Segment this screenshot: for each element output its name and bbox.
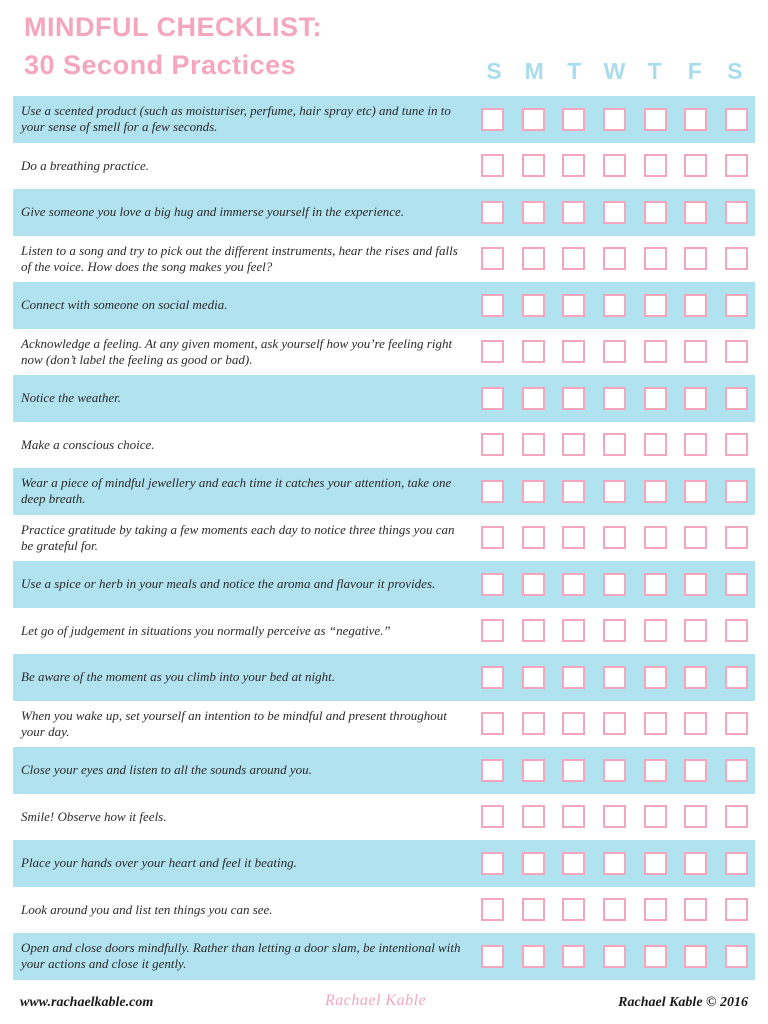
- checkbox-saturday[interactable]: [725, 573, 748, 596]
- checkbox-wednesday[interactable]: [603, 619, 626, 642]
- checkbox-saturday[interactable]: [725, 852, 748, 875]
- checkbox-thursday[interactable]: [644, 666, 667, 689]
- table-row: [13, 933, 755, 980]
- day-checkboxes: [481, 108, 748, 131]
- day-checkboxes: [481, 805, 748, 828]
- practice-text: Do a breathing practice.: [21, 157, 150, 173]
- table-row: [13, 887, 755, 934]
- checkbox-wednesday[interactable]: [603, 154, 626, 177]
- table-row: [13, 840, 755, 887]
- checkbox-tuesday[interactable]: [562, 247, 585, 270]
- checkbox-friday[interactable]: [684, 526, 707, 549]
- checkbox-tuesday[interactable]: [562, 433, 585, 456]
- checkbox-sunday[interactable]: [481, 294, 504, 317]
- day-checkboxes: [481, 154, 748, 177]
- checkbox-thursday[interactable]: [644, 573, 667, 596]
- day-checkboxes: [481, 340, 748, 363]
- day-label-friday: F: [687, 58, 702, 84]
- checkbox-friday[interactable]: [684, 480, 707, 503]
- checkbox-thursday[interactable]: [644, 759, 667, 782]
- page-title: MINDFUL CHECKLIST:: [24, 12, 322, 42]
- practice-text: Close your eyes and listen to all the sounds around you.: [21, 762, 312, 778]
- table-row: [13, 515, 755, 562]
- checkbox-wednesday[interactable]: [603, 340, 626, 363]
- checkbox-monday[interactable]: [522, 712, 545, 735]
- table-row: [13, 654, 755, 701]
- checkbox-wednesday[interactable]: [603, 945, 626, 968]
- checkbox-friday[interactable]: [684, 712, 707, 735]
- checkbox-friday[interactable]: [684, 387, 707, 410]
- day-checkboxes: [481, 526, 748, 549]
- checkbox-tuesday[interactable]: [562, 759, 585, 782]
- checkbox-friday[interactable]: [684, 108, 707, 131]
- day-checkboxes: [481, 852, 748, 875]
- checkbox-sunday[interactable]: [481, 945, 504, 968]
- checkbox-friday[interactable]: [684, 201, 707, 224]
- table-row: [13, 747, 755, 794]
- checkbox-monday[interactable]: [522, 201, 545, 224]
- practice-text: Make a conscious choice.: [21, 436, 155, 452]
- checkbox-tuesday[interactable]: [562, 340, 585, 363]
- checkbox-thursday[interactable]: [644, 154, 667, 177]
- checkbox-monday[interactable]: [522, 108, 545, 131]
- checkbox-thursday[interactable]: [644, 201, 667, 224]
- checkbox-tuesday[interactable]: [562, 294, 585, 317]
- checkbox-saturday[interactable]: [725, 294, 748, 317]
- checkbox-tuesday[interactable]: [562, 573, 585, 596]
- checkbox-friday[interactable]: [684, 154, 707, 177]
- checkbox-thursday[interactable]: [644, 619, 667, 642]
- table-row: [13, 282, 755, 329]
- checkbox-thursday[interactable]: [644, 852, 667, 875]
- checkbox-saturday[interactable]: [725, 480, 748, 503]
- checkbox-saturday[interactable]: [725, 666, 748, 689]
- checkbox-tuesday[interactable]: [562, 945, 585, 968]
- checkbox-monday[interactable]: [522, 619, 545, 642]
- practice-text: Acknowledge a feeling. At any given moment, ask yourself how you’re feeling right now (don’t label the feeling as good or bad).: [21, 335, 453, 367]
- day-label-tuesday: T: [567, 58, 582, 84]
- checkbox-monday[interactable]: [522, 852, 545, 875]
- checkbox-wednesday[interactable]: [603, 805, 626, 828]
- footer-website: www.rachaelkable.com: [20, 995, 154, 1010]
- practice-text: Practice gratitude by taking a few moments each day to notice three things you can be grateful for.: [21, 521, 455, 553]
- checkbox-sunday[interactable]: [481, 526, 504, 549]
- checkbox-sunday[interactable]: [481, 898, 504, 921]
- checkbox-friday[interactable]: [684, 294, 707, 317]
- day-label-monday: M: [524, 58, 544, 84]
- checkbox-thursday[interactable]: [644, 433, 667, 456]
- checkbox-thursday[interactable]: [644, 247, 667, 270]
- table-row: [13, 143, 755, 190]
- checkbox-saturday[interactable]: [725, 805, 748, 828]
- checkbox-wednesday[interactable]: [603, 666, 626, 689]
- checkbox-friday[interactable]: [684, 945, 707, 968]
- page-subtitle: 30 Second Practices: [24, 50, 297, 80]
- checkbox-thursday[interactable]: [644, 387, 667, 410]
- checkbox-tuesday[interactable]: [562, 387, 585, 410]
- table-row: [13, 422, 755, 469]
- day-label-thursday: T: [647, 58, 662, 84]
- checkbox-saturday[interactable]: [725, 108, 748, 131]
- day-checkboxes: [481, 387, 748, 410]
- checkbox-thursday[interactable]: [644, 898, 667, 921]
- checkbox-friday[interactable]: [684, 433, 707, 456]
- checkbox-saturday[interactable]: [725, 247, 748, 270]
- practice-text: Listen to a song and try to pick out the different instruments, hear the rises and falls of the voice. How does the song makes you feel?: [21, 242, 458, 274]
- checkbox-saturday[interactable]: [725, 526, 748, 549]
- checkbox-wednesday[interactable]: [603, 247, 626, 270]
- checkbox-wednesday[interactable]: [603, 759, 626, 782]
- checkbox-wednesday[interactable]: [603, 852, 626, 875]
- checkbox-sunday[interactable]: [481, 387, 504, 410]
- checkbox-wednesday[interactable]: [603, 712, 626, 735]
- practice-text: Use a spice or herb in your meals and notice the aroma and flavour it provides.: [21, 576, 436, 592]
- checkbox-sunday[interactable]: [481, 247, 504, 270]
- checklist-table: [13, 96, 755, 980]
- table-row: [13, 96, 755, 143]
- checkbox-saturday[interactable]: [725, 340, 748, 363]
- checkbox-saturday[interactable]: [725, 619, 748, 642]
- checkbox-monday[interactable]: [522, 433, 545, 456]
- checkbox-friday[interactable]: [684, 898, 707, 921]
- practice-text: When you wake up, set yourself an intention to be mindful and present throughout your day.: [21, 707, 447, 739]
- footer-copyright: Rachael Kable © 2016: [618, 995, 748, 1010]
- checkbox-sunday[interactable]: [481, 805, 504, 828]
- checkbox-monday[interactable]: [522, 154, 545, 177]
- checkbox-thursday[interactable]: [644, 108, 667, 131]
- checkbox-tuesday[interactable]: [562, 201, 585, 224]
- practice-text: Give someone you love a big hug and immerse yourself in the experience.: [21, 204, 405, 220]
- practice-text: Smile! Observe how it feels.: [21, 808, 167, 824]
- checkbox-friday[interactable]: [684, 619, 707, 642]
- day-checkboxes: [481, 945, 748, 968]
- table-row: [13, 468, 755, 515]
- checkbox-monday[interactable]: [522, 573, 545, 596]
- checkbox-tuesday[interactable]: [562, 898, 585, 921]
- checkbox-thursday[interactable]: [644, 340, 667, 363]
- day-checkboxes: [481, 433, 748, 456]
- practice-text: Look around you and list ten things you can see.: [21, 901, 273, 917]
- checkbox-sunday[interactable]: [481, 759, 504, 782]
- table-row: [13, 701, 755, 748]
- day-checkboxes: [481, 247, 748, 270]
- checkbox-sunday[interactable]: [481, 619, 504, 642]
- checkbox-thursday[interactable]: [644, 526, 667, 549]
- checkbox-wednesday[interactable]: [603, 898, 626, 921]
- checkbox-monday[interactable]: [522, 340, 545, 363]
- checkbox-thursday[interactable]: [644, 805, 667, 828]
- practice-text: Let go of judgement in situations you normally perceive as “negative.”: [21, 622, 391, 638]
- checkbox-saturday[interactable]: [725, 201, 748, 224]
- day-checkboxes: [481, 619, 748, 642]
- checkbox-tuesday[interactable]: [562, 805, 585, 828]
- checkbox-saturday[interactable]: [725, 945, 748, 968]
- day-checkboxes: [481, 898, 748, 921]
- table-row: [13, 608, 755, 655]
- checkbox-monday[interactable]: [522, 294, 545, 317]
- footer-logo: Rachael Kable: [325, 992, 427, 1009]
- practice-text: Notice the weather.: [21, 390, 122, 406]
- checkbox-sunday[interactable]: [481, 573, 504, 596]
- checkbox-thursday[interactable]: [644, 480, 667, 503]
- checkbox-friday[interactable]: [684, 852, 707, 875]
- checkbox-sunday[interactable]: [481, 852, 504, 875]
- checkbox-sunday[interactable]: [481, 108, 504, 131]
- day-checkboxes: [481, 712, 748, 735]
- checkbox-friday[interactable]: [684, 340, 707, 363]
- checkbox-wednesday[interactable]: [603, 108, 626, 131]
- day-checkboxes: [481, 201, 748, 224]
- checkbox-wednesday[interactable]: [603, 294, 626, 317]
- checkbox-tuesday[interactable]: [562, 666, 585, 689]
- checkbox-sunday[interactable]: [481, 480, 504, 503]
- checkbox-tuesday[interactable]: [562, 526, 585, 549]
- checkbox-wednesday[interactable]: [603, 433, 626, 456]
- checkbox-monday[interactable]: [522, 666, 545, 689]
- checkbox-monday[interactable]: [522, 898, 545, 921]
- checkbox-friday[interactable]: [684, 573, 707, 596]
- day-checkboxes: [481, 573, 748, 596]
- table-row: [13, 794, 755, 841]
- table-row: [13, 561, 755, 608]
- practice-text: Open and close doors mindfully. Rather than letting a door slam, be intentional with your actions and close it gently.: [21, 940, 461, 972]
- checkbox-wednesday[interactable]: [603, 387, 626, 410]
- checkbox-tuesday[interactable]: [562, 108, 585, 131]
- checkbox-saturday[interactable]: [725, 387, 748, 410]
- checkbox-monday[interactable]: [522, 526, 545, 549]
- practice-text: Connect with someone on social media.: [21, 297, 228, 313]
- practice-text: Place your hands over your heart and feel it beating.: [21, 855, 297, 871]
- checkbox-monday[interactable]: [522, 480, 545, 503]
- checkbox-sunday[interactable]: [481, 433, 504, 456]
- checkbox-tuesday[interactable]: [562, 480, 585, 503]
- checkbox-sunday[interactable]: [481, 666, 504, 689]
- checkbox-wednesday[interactable]: [603, 201, 626, 224]
- checkbox-tuesday[interactable]: [562, 154, 585, 177]
- practice-text: Wear a piece of mindful jewellery and each time it catches your attention, take one deep breath.: [21, 475, 452, 507]
- checkbox-thursday[interactable]: [644, 945, 667, 968]
- checkbox-thursday[interactable]: [644, 712, 667, 735]
- checkbox-tuesday[interactable]: [562, 852, 585, 875]
- checkbox-thursday[interactable]: [644, 294, 667, 317]
- checkbox-wednesday[interactable]: [603, 480, 626, 503]
- weekday-header: [481, 58, 748, 92]
- checkbox-saturday[interactable]: [725, 712, 748, 735]
- checkbox-sunday[interactable]: [481, 201, 504, 224]
- checkbox-monday[interactable]: [522, 945, 545, 968]
- checkbox-tuesday[interactable]: [562, 712, 585, 735]
- checkbox-sunday[interactable]: [481, 340, 504, 363]
- checkbox-friday[interactable]: [684, 805, 707, 828]
- checkbox-monday[interactable]: [522, 805, 545, 828]
- checkbox-wednesday[interactable]: [603, 526, 626, 549]
- day-checkboxes: [481, 294, 748, 317]
- practice-text: Be aware of the moment as you climb into your bed at night.: [21, 669, 335, 685]
- checkbox-saturday[interactable]: [725, 433, 748, 456]
- day-checkboxes: [481, 480, 748, 503]
- day-label-wednesday: W: [603, 58, 626, 84]
- checkbox-monday[interactable]: [522, 759, 545, 782]
- table-row: [13, 375, 755, 422]
- practice-text: Use a scented product (such as moisturiser, perfume, hair spray etc) and tune in to your sense of smell for a few seconds.: [21, 103, 451, 135]
- footer: [0, 992, 768, 1016]
- checkbox-saturday[interactable]: [725, 898, 748, 921]
- checkbox-sunday[interactable]: [481, 154, 504, 177]
- day-checkboxes: [481, 666, 748, 689]
- checkbox-friday[interactable]: [684, 759, 707, 782]
- checkbox-tuesday[interactable]: [562, 619, 585, 642]
- checkbox-sunday[interactable]: [481, 712, 504, 735]
- day-label-sunday: S: [486, 58, 502, 84]
- table-row: [13, 236, 755, 283]
- checkbox-monday[interactable]: [522, 387, 545, 410]
- checkbox-saturday[interactable]: [725, 154, 748, 177]
- day-checkboxes: [481, 759, 748, 782]
- checkbox-friday[interactable]: [684, 247, 707, 270]
- day-label-saturday: S: [727, 58, 743, 84]
- checkbox-friday[interactable]: [684, 666, 707, 689]
- table-row: [13, 329, 755, 376]
- checkbox-wednesday[interactable]: [603, 573, 626, 596]
- checkbox-monday[interactable]: [522, 247, 545, 270]
- checkbox-saturday[interactable]: [725, 759, 748, 782]
- table-row: [13, 189, 755, 236]
